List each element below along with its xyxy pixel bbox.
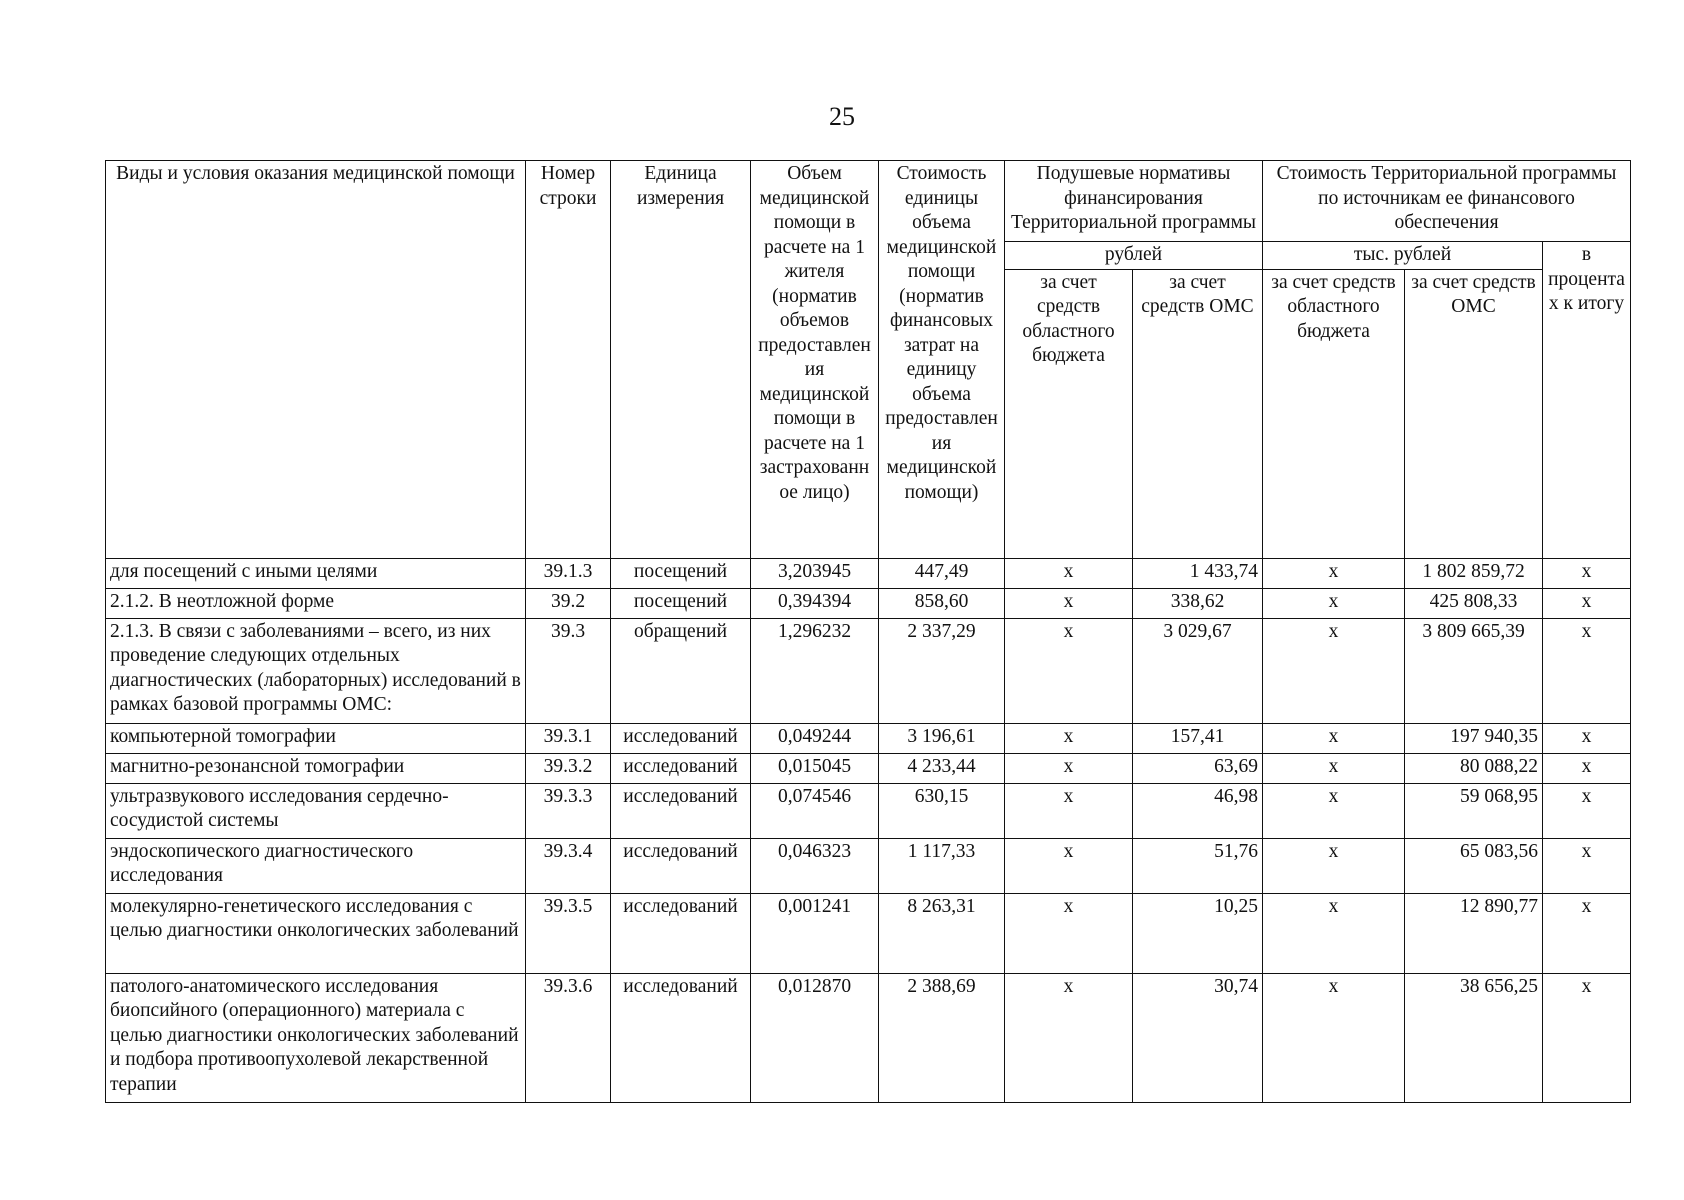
row-name: компьютерной томографии <box>106 723 526 753</box>
row-pc-oms: 63,69 <box>1133 753 1263 783</box>
table-row <box>106 558 1631 588</box>
header-unit: Единица измерения <box>611 161 751 559</box>
header-rubles: рублей <box>1005 242 1263 270</box>
row-tc-budget: х <box>1263 723 1405 753</box>
row-tc-oms: 80 088,22 <box>1405 753 1543 783</box>
row-percent: х <box>1543 558 1631 588</box>
header-pc-oms: за счет средств ОМС <box>1133 269 1263 558</box>
table-row <box>106 973 1631 1102</box>
row-name: ультразвукового исследования сердечно-сосудистой системы <box>106 783 526 838</box>
header-cost: Стоимость единицы объема медицинской помощи (норматив финансовых затрат на единицу объема предоставления медицинской помощи) <box>879 161 1005 559</box>
table-row <box>106 753 1631 783</box>
row-unit: исследований <box>611 973 751 1102</box>
row-cost: 858,60 <box>879 588 1005 618</box>
row-number: 39.1.3 <box>526 558 611 588</box>
table-row <box>106 588 1631 618</box>
row-pc-oms: 46,98 <box>1133 783 1263 838</box>
row-pc-budget: х <box>1005 618 1133 723</box>
row-unit: посещений <box>611 588 751 618</box>
row-tc-budget: х <box>1263 973 1405 1102</box>
row-cost: 3 196,61 <box>879 723 1005 753</box>
row-unit: обращений <box>611 618 751 723</box>
row-tc-oms: 3 809 665,39 <box>1405 618 1543 723</box>
row-percent: х <box>1543 753 1631 783</box>
row-unit: посещений <box>611 558 751 588</box>
row-number: 39.3.4 <box>526 838 611 893</box>
row-tc-budget: х <box>1263 783 1405 838</box>
row-cost: 8 263,31 <box>879 893 1005 973</box>
row-number: 39.3 <box>526 618 611 723</box>
row-tc-oms: 59 068,95 <box>1405 783 1543 838</box>
row-percent: х <box>1543 973 1631 1102</box>
row-unit: исследований <box>611 838 751 893</box>
row-percent: х <box>1543 618 1631 723</box>
row-pc-oms: 338,62 <box>1133 588 1263 618</box>
row-tc-budget: х <box>1263 753 1405 783</box>
header-kind: Виды и условия оказания медицинской помощи <box>106 161 526 559</box>
page-number: 25 <box>829 102 855 131</box>
row-pc-budget: х <box>1005 753 1133 783</box>
row-name: молекулярно-генетического исследования с целью диагностики онкологических заболеваний <box>106 893 526 973</box>
header-tc-budget: за счет средств областного бюджета <box>1263 269 1405 558</box>
row-volume: 0,049244 <box>751 723 879 753</box>
row-pc-budget: х <box>1005 893 1133 973</box>
row-cost: 2 388,69 <box>879 973 1005 1102</box>
row-name: патолого-анатомического исследования биопсийного (операционного) материала с целью диагностики онкологических заболеваний и подбора противоопухолевой лекарственной терапии <box>106 973 526 1102</box>
row-number: 39.3.3 <box>526 783 611 838</box>
row-number: 39.3.1 <box>526 723 611 753</box>
row-tc-budget: х <box>1263 893 1405 973</box>
row-number: 39.2 <box>526 588 611 618</box>
row-pc-budget: х <box>1005 973 1133 1102</box>
row-unit: исследований <box>611 893 751 973</box>
row-pc-budget: х <box>1005 558 1133 588</box>
row-percent: х <box>1543 723 1631 753</box>
row-volume: 0,015045 <box>751 753 879 783</box>
row-tc-oms: 425 808,33 <box>1405 588 1543 618</box>
row-pc-oms: 51,76 <box>1133 838 1263 893</box>
row-tc-budget: х <box>1263 838 1405 893</box>
row-volume: 0,012870 <box>751 973 879 1102</box>
header-tc-oms: за счет средств ОМС <box>1405 269 1543 558</box>
row-cost: 4 233,44 <box>879 753 1005 783</box>
header-percent: в процентах к итогу <box>1543 242 1631 559</box>
header-row <box>106 161 1631 242</box>
row-volume: 1,296232 <box>751 618 879 723</box>
header-pc-budget: за счет средств областного бюджета <box>1005 269 1133 558</box>
row-percent: х <box>1543 588 1631 618</box>
row-percent: х <box>1543 783 1631 838</box>
financing-table <box>105 160 1631 1103</box>
table-row <box>106 783 1631 838</box>
row-volume: 0,394394 <box>751 588 879 618</box>
row-pc-budget: х <box>1005 783 1133 838</box>
header-row-number: Номер строки <box>526 161 611 559</box>
row-cost: 447,49 <box>879 558 1005 588</box>
table-row <box>106 618 1631 723</box>
table-row <box>106 893 1631 973</box>
row-tc-oms: 38 656,25 <box>1405 973 1543 1102</box>
row-pc-budget: х <box>1005 588 1133 618</box>
row-volume: 3,203945 <box>751 558 879 588</box>
row-pc-oms: 157,41 <box>1133 723 1263 753</box>
row-cost: 630,15 <box>879 783 1005 838</box>
row-volume: 0,046323 <box>751 838 879 893</box>
row-cost: 1 117,33 <box>879 838 1005 893</box>
row-unit: исследований <box>611 753 751 783</box>
row-tc-oms: 1 802 859,72 <box>1405 558 1543 588</box>
row-name: для посещений с иными целями <box>106 558 526 588</box>
row-number: 39.3.2 <box>526 753 611 783</box>
row-volume: 0,001241 <box>751 893 879 973</box>
row-pc-oms: 1 433,74 <box>1133 558 1263 588</box>
row-name: магнитно-резонансной томографии <box>106 753 526 783</box>
table-row <box>106 723 1631 753</box>
row-tc-oms: 65 083,56 <box>1405 838 1543 893</box>
header-thousand-rubles: тыс. рублей <box>1263 242 1543 270</box>
row-unit: исследований <box>611 723 751 753</box>
row-cost: 2 337,29 <box>879 618 1005 723</box>
row-pc-oms: 30,74 <box>1133 973 1263 1102</box>
header-per-capita: Подушевые нормативы финансирования Территориальной программы <box>1005 161 1263 242</box>
row-name: 2.1.3. В связи с заболеваниями – всего, из них проведение следующих отдельных диагностических (лабораторных) исследований в рамках базовой программы ОМС: <box>106 618 526 723</box>
row-tc-budget: х <box>1263 618 1405 723</box>
row-percent: х <box>1543 893 1631 973</box>
table-row <box>106 838 1631 893</box>
header-program-cost: Стоимость Территориальной программы по источникам ее финансового обеспечения <box>1263 161 1631 242</box>
row-tc-oms: 197 940,35 <box>1405 723 1543 753</box>
row-unit: исследований <box>611 783 751 838</box>
row-pc-oms: 10,25 <box>1133 893 1263 973</box>
row-tc-budget: х <box>1263 588 1405 618</box>
row-volume: 0,074546 <box>751 783 879 838</box>
row-pc-budget: х <box>1005 838 1133 893</box>
row-number: 39.3.6 <box>526 973 611 1102</box>
header-volume: Объем медицинской помощи в расчете на 1 жителя (норматив объемов предоставления медицинской помощи в расчете на 1 застрахованное лицо) <box>751 161 879 559</box>
row-name: 2.1.2. В неотложной форме <box>106 588 526 618</box>
row-name: эндоскопического диагностического исследования <box>106 838 526 893</box>
row-number: 39.3.5 <box>526 893 611 973</box>
row-tc-oms: 12 890,77 <box>1405 893 1543 973</box>
row-pc-oms: 3 029,67 <box>1133 618 1263 723</box>
row-percent: х <box>1543 838 1631 893</box>
row-pc-budget: х <box>1005 723 1133 753</box>
row-tc-budget: х <box>1263 558 1405 588</box>
